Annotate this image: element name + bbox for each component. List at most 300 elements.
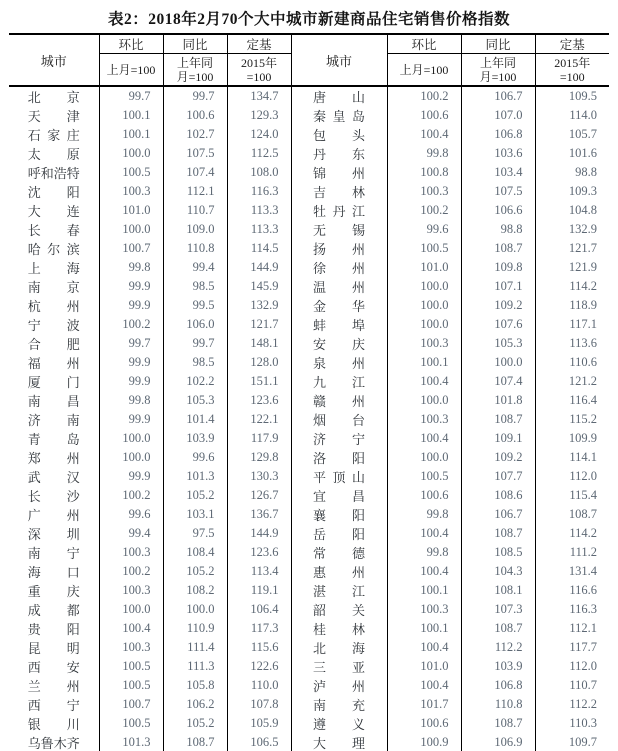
city-name-cell	[9, 144, 99, 163]
city-name-cell	[291, 714, 387, 733]
yoy-index-value: 103.6	[461, 144, 535, 163]
city-name: 岳阳	[313, 527, 365, 542]
fixed-base-index-value: 118.9	[569, 298, 597, 312]
city-name: 呼和浩特	[27, 166, 80, 181]
yoy-index-value: 104.3	[461, 562, 535, 581]
fixed-base-index-value: 112.0	[569, 659, 597, 673]
city-name: 秦皇岛	[313, 109, 365, 124]
city-name: 杭州	[27, 299, 80, 314]
city-name: 韶关	[313, 603, 365, 618]
city-name: 九江	[313, 375, 365, 390]
city-name-cell	[9, 182, 99, 201]
yoy-index-value: 108.7	[163, 733, 227, 751]
yoy-index-value: 103.9	[163, 429, 227, 448]
mom-index-value: 100.1	[387, 581, 461, 600]
city-name: 扬州	[313, 242, 365, 257]
city-name: 丹东	[313, 147, 365, 162]
column-header-base-right: 定基	[535, 34, 609, 54]
city-name: 西安	[27, 660, 80, 675]
table-row	[9, 296, 609, 315]
table-row	[9, 619, 609, 638]
city-name: 湛江	[313, 584, 365, 599]
mom-index-value: 100.4	[387, 429, 461, 448]
fixed-base-index-value: 113.3	[227, 201, 291, 220]
city-name-cell	[9, 733, 99, 751]
city-name: 上海	[27, 261, 80, 276]
city-name: 无锡	[313, 223, 365, 238]
city-name-cell	[291, 296, 387, 315]
mom-index-value: 99.9	[99, 410, 163, 429]
city-name: 成都	[27, 603, 80, 618]
city-name-cell	[9, 581, 99, 600]
city-name: 吉林	[313, 185, 365, 200]
table-row	[9, 505, 609, 524]
fixed-base-index-value: 136.7	[227, 505, 291, 524]
city-name-cell	[9, 524, 99, 543]
mom-index-value: 100.3	[99, 543, 163, 562]
city-name-cell	[9, 125, 99, 144]
fixed-base-index-value: 104.8	[568, 203, 597, 217]
fixed-base-index-value: 109.7	[568, 735, 597, 749]
city-name-cell	[9, 334, 99, 353]
fixed-base-index-value: 126.7	[227, 486, 291, 505]
city-name-cell	[291, 353, 387, 372]
mom-index-value: 100.0	[99, 429, 163, 448]
city-name: 乌鲁木齐	[27, 736, 80, 751]
fixed-base-index-value: 116.4	[569, 393, 597, 407]
table-row	[9, 201, 609, 220]
city-name: 南昌	[27, 394, 80, 409]
city-name: 合肥	[27, 337, 80, 352]
mom-index-value: 99.9	[99, 372, 163, 391]
mom-index-value: 100.2	[387, 201, 461, 220]
city-name: 长春	[27, 223, 80, 238]
yoy-index-value: 101.8	[461, 391, 535, 410]
table-row	[9, 676, 609, 695]
subheader-line: 2015年	[554, 55, 591, 70]
city-name: 沈阳	[27, 185, 80, 200]
city-name: 徐州	[313, 261, 365, 276]
city-name: 常德	[313, 546, 365, 561]
yoy-index-value: 108.7	[461, 714, 535, 733]
yoy-index-value: 98.5	[163, 353, 227, 372]
mom-index-value: 100.1	[99, 125, 163, 144]
fixed-base-index-value: 119.1	[227, 581, 291, 600]
mom-index-value: 101.0	[387, 258, 461, 277]
yoy-index-value: 111.3	[163, 657, 227, 676]
yoy-index-value: 100.0	[163, 600, 227, 619]
subheader-line: 上年同	[479, 55, 516, 70]
city-name: 三亚	[313, 660, 365, 675]
fixed-base-index-value: 113.6	[569, 336, 597, 350]
table-row	[9, 163, 609, 182]
table-row	[9, 467, 609, 486]
mom-index-value: 99.7	[99, 334, 163, 353]
column-header-city-left: 城市	[9, 34, 99, 86]
yoy-index-value: 109.2	[461, 296, 535, 315]
yoy-index-value: 98.5	[163, 277, 227, 296]
mom-index-value: 99.9	[99, 277, 163, 296]
city-name-cell	[291, 467, 387, 486]
mom-index-value: 100.3	[99, 638, 163, 657]
mom-index-value: 100.5	[387, 239, 461, 258]
city-name: 福州	[27, 356, 80, 371]
city-name: 哈尔滨	[27, 242, 80, 257]
mom-index-value: 100.0	[387, 448, 461, 467]
fixed-base-index-value: 123.6	[227, 391, 291, 410]
table-row	[9, 239, 609, 258]
mom-index-value: 100.0	[99, 600, 163, 619]
mom-index-value: 99.7	[99, 86, 163, 106]
fixed-base-index-value: 117.3	[227, 619, 291, 638]
yoy-index-value: 108.7	[461, 619, 535, 638]
city-name-cell	[291, 410, 387, 429]
yoy-index-value: 107.4	[163, 163, 227, 182]
yoy-index-value: 105.2	[163, 714, 227, 733]
fixed-base-index-value: 130.3	[227, 467, 291, 486]
fixed-base-index-value: 132.9	[568, 222, 597, 236]
fixed-base-index-value: 144.9	[227, 258, 291, 277]
fixed-base-index-value: 108.7	[568, 507, 597, 521]
mom-index-value: 100.5	[99, 163, 163, 182]
city-name: 宜昌	[313, 489, 365, 504]
city-name: 西宁	[27, 698, 80, 713]
city-name: 泸州	[313, 679, 365, 694]
fixed-base-index-value: 128.0	[227, 353, 291, 372]
table-row	[9, 524, 609, 543]
mom-index-value: 100.4	[387, 125, 461, 144]
fixed-base-index-value: 105.7	[568, 127, 597, 141]
city-name-cell	[291, 581, 387, 600]
table-row	[9, 334, 609, 353]
city-name-cell	[291, 429, 387, 448]
yoy-index-value: 112.2	[461, 638, 535, 657]
fixed-base-index-value: 117.1	[569, 317, 597, 331]
city-name: 泉州	[313, 356, 365, 371]
city-name-cell	[291, 201, 387, 220]
table-row	[9, 372, 609, 391]
city-name: 桂林	[313, 622, 365, 637]
yoy-index-value: 102.7	[163, 125, 227, 144]
fixed-base-index-value: 124.0	[227, 125, 291, 144]
table-row	[9, 695, 609, 714]
column-header-base-left: 定基	[227, 34, 291, 54]
table-row	[9, 429, 609, 448]
mom-index-value: 100.0	[387, 315, 461, 334]
yoy-index-value: 109.1	[461, 429, 535, 448]
city-name-cell	[9, 543, 99, 562]
subheader-line: =100	[246, 69, 272, 84]
city-name-cell	[9, 220, 99, 239]
yoy-index-value: 105.3	[163, 391, 227, 410]
city-name: 济南	[27, 413, 80, 428]
city-name-cell	[9, 467, 99, 486]
city-name: 平顶山	[313, 470, 365, 485]
yoy-index-value: 110.8	[461, 695, 535, 714]
mom-index-value: 100.7	[99, 695, 163, 714]
yoy-index-value: 107.3	[461, 600, 535, 619]
mom-index-value: 100.0	[387, 296, 461, 315]
fixed-base-index-value: 114.1	[569, 450, 597, 464]
city-name-cell	[291, 562, 387, 581]
mom-index-value: 99.8	[387, 505, 461, 524]
city-name: 赣州	[313, 394, 365, 409]
fixed-base-index-value: 117.9	[227, 429, 291, 448]
city-name: 厦门	[27, 375, 80, 390]
city-name: 长沙	[27, 489, 80, 504]
city-name-cell	[9, 619, 99, 638]
fixed-base-index-value: 123.6	[227, 543, 291, 562]
mom-index-value: 100.1	[387, 353, 461, 372]
fixed-base-index-value: 109.3	[568, 184, 597, 198]
mom-index-value: 100.2	[99, 562, 163, 581]
table-row	[9, 144, 609, 163]
price-index-table	[9, 33, 609, 751]
table-row	[9, 125, 609, 144]
subheader-line: 月=100	[176, 69, 214, 84]
yoy-index-value: 105.3	[461, 334, 535, 353]
table-row	[9, 581, 609, 600]
yoy-index-value: 109.2	[461, 448, 535, 467]
city-name-cell	[9, 676, 99, 695]
city-name: 南宁	[27, 546, 80, 561]
fixed-base-index-value: 112.5	[227, 144, 291, 163]
city-name-cell	[9, 258, 99, 277]
fixed-base-index-value: 106.5	[227, 733, 291, 751]
fixed-base-index-value: 116.3	[227, 182, 291, 201]
yoy-index-value: 99.7	[163, 86, 227, 106]
city-name: 唐山	[313, 90, 365, 105]
city-name-cell	[291, 391, 387, 410]
fixed-base-index-value: 114.2	[569, 526, 597, 540]
city-name-cell	[291, 220, 387, 239]
fixed-base-index-value: 144.9	[227, 524, 291, 543]
fixed-base-index-value: 116.3	[569, 602, 597, 616]
fixed-base-index-value: 113.3	[227, 220, 291, 239]
city-name: 大连	[27, 204, 80, 219]
fixed-base-index-value: 112.1	[569, 621, 597, 635]
city-name-cell	[291, 657, 387, 676]
fixed-base-index-value: 145.9	[227, 277, 291, 296]
mom-index-value: 100.3	[99, 182, 163, 201]
table-title: 表2：2018年2月70个大中城市新建商品住宅销售价格指数	[107, 11, 510, 28]
fixed-base-index-value: 116.6	[569, 583, 597, 597]
mom-index-value: 99.9	[99, 467, 163, 486]
yoy-index-value: 109.0	[163, 220, 227, 239]
yoy-index-value: 99.5	[163, 296, 227, 315]
subheader-line: =100	[559, 69, 585, 84]
subheader-mom-left: 上月=100	[99, 54, 163, 87]
city-name: 深圳	[27, 527, 80, 542]
city-name: 惠州	[313, 565, 365, 580]
fixed-base-index-value: 122.1	[227, 410, 291, 429]
mom-index-value: 100.0	[99, 220, 163, 239]
yoy-index-value: 110.9	[163, 619, 227, 638]
mom-index-value: 100.2	[99, 315, 163, 334]
city-name-cell	[291, 372, 387, 391]
city-name: 蚌埠	[313, 318, 365, 333]
city-name-cell	[291, 163, 387, 182]
mom-index-value: 100.0	[99, 448, 163, 467]
yoy-index-value: 105.2	[163, 486, 227, 505]
table-row	[9, 733, 609, 751]
city-name-cell	[291, 524, 387, 543]
yoy-index-value: 106.2	[163, 695, 227, 714]
city-name-cell	[291, 315, 387, 334]
city-name: 南充	[313, 698, 365, 713]
mom-index-value: 100.5	[99, 657, 163, 676]
table-row	[9, 448, 609, 467]
city-name: 广州	[27, 508, 80, 523]
city-name: 石家庄	[27, 128, 80, 143]
city-name-cell	[291, 125, 387, 144]
city-name: 遵义	[313, 717, 365, 732]
column-header-yoy-right: 同比	[461, 34, 535, 54]
fixed-base-index-value: 131.4	[568, 564, 597, 578]
subheader-line: 月=100	[479, 69, 517, 84]
mom-index-value: 99.6	[387, 220, 461, 239]
table-header	[9, 34, 609, 86]
subheader-line: 上年同	[176, 55, 213, 70]
fixed-base-index-value: 115.2	[569, 412, 597, 426]
mom-index-value: 100.4	[387, 676, 461, 695]
city-name-cell	[9, 410, 99, 429]
header-row-1	[9, 34, 609, 54]
city-name-cell	[291, 505, 387, 524]
city-name-cell	[9, 448, 99, 467]
yoy-index-value: 108.2	[163, 581, 227, 600]
mom-index-value: 101.0	[99, 201, 163, 220]
city-name: 北京	[27, 90, 80, 105]
fixed-base-index-value: 106.4	[227, 600, 291, 619]
fixed-base-index-value: 114.2	[569, 279, 597, 293]
mom-index-value: 100.4	[387, 372, 461, 391]
yoy-index-value: 98.8	[461, 220, 535, 239]
yoy-index-value: 107.1	[461, 277, 535, 296]
yoy-index-value: 105.2	[163, 562, 227, 581]
city-name: 昆明	[27, 641, 80, 656]
city-name: 武汉	[27, 470, 80, 485]
fixed-base-index-value: 110.3	[569, 716, 597, 730]
fixed-base-index-value: 129.8	[227, 448, 291, 467]
city-name-cell	[9, 714, 99, 733]
mom-index-value: 99.8	[387, 543, 461, 562]
column-header-yoy-left: 同比	[163, 34, 227, 54]
table-row	[9, 86, 609, 106]
fixed-base-index-value: 110.7	[569, 678, 597, 692]
city-name-cell	[9, 429, 99, 448]
subheader-base-right	[535, 54, 609, 87]
city-name-cell	[9, 657, 99, 676]
fixed-base-index-value: 112.2	[569, 697, 597, 711]
city-name-cell	[291, 733, 387, 751]
city-name: 烟台	[313, 413, 365, 428]
yoy-index-value: 111.4	[163, 638, 227, 657]
city-name: 海口	[27, 565, 80, 580]
city-name-cell	[9, 315, 99, 334]
yoy-index-value: 103.1	[163, 505, 227, 524]
table-row	[9, 410, 609, 429]
city-name-cell	[291, 106, 387, 125]
fixed-base-index-value: 98.8	[575, 165, 597, 179]
yoy-index-value: 106.0	[163, 315, 227, 334]
fixed-base-index-value: 101.6	[568, 146, 597, 160]
mom-index-value: 100.2	[99, 486, 163, 505]
table-row	[9, 714, 609, 733]
city-name: 襄阳	[313, 508, 365, 523]
city-name-cell	[9, 372, 99, 391]
city-name: 青岛	[27, 432, 80, 447]
city-name: 银川	[27, 717, 80, 732]
city-name: 兰州	[27, 679, 80, 694]
subheader-line: 2015年	[240, 55, 277, 70]
city-name-cell	[9, 163, 99, 182]
yoy-index-value: 108.7	[461, 410, 535, 429]
yoy-index-value: 108.5	[461, 543, 535, 562]
city-name: 宁波	[27, 318, 80, 333]
yoy-index-value: 107.5	[461, 182, 535, 201]
table-body	[9, 86, 609, 751]
city-name: 锦州	[313, 166, 365, 181]
fixed-base-index-value: 105.9	[227, 714, 291, 733]
city-name-cell	[9, 391, 99, 410]
mom-index-value: 100.6	[387, 106, 461, 125]
fixed-base-index-value: 121.2	[568, 374, 597, 388]
city-name: 天津	[27, 109, 80, 124]
mom-index-value: 100.3	[99, 581, 163, 600]
subheader-yoy-left	[163, 54, 227, 87]
city-name: 北海	[313, 641, 365, 656]
city-name-cell	[9, 106, 99, 125]
city-name-cell	[291, 277, 387, 296]
table-row	[9, 182, 609, 201]
yoy-index-value: 103.4	[461, 163, 535, 182]
yoy-index-value: 107.6	[461, 315, 535, 334]
mom-index-value: 100.3	[387, 600, 461, 619]
column-header-city-right: 城市	[291, 34, 387, 86]
table-row	[9, 315, 609, 334]
mom-index-value: 100.2	[387, 86, 461, 106]
city-name-cell	[291, 239, 387, 258]
yoy-index-value: 108.7	[461, 239, 535, 258]
fixed-base-index-value: 110.0	[227, 676, 291, 695]
table-row	[9, 353, 609, 372]
column-header-mom-right: 环比	[387, 34, 461, 54]
yoy-index-value: 101.3	[163, 467, 227, 486]
fixed-base-index-value: 121.9	[568, 260, 597, 274]
yoy-index-value: 100.0	[461, 353, 535, 372]
mom-index-value: 101.7	[387, 695, 461, 714]
mom-index-value: 99.8	[99, 391, 163, 410]
city-name-cell	[9, 353, 99, 372]
mom-index-value: 100.5	[387, 467, 461, 486]
yoy-index-value: 110.7	[163, 201, 227, 220]
mom-index-value: 100.0	[387, 277, 461, 296]
mom-index-value: 101.3	[99, 733, 163, 751]
city-name: 洛阳	[313, 451, 365, 466]
fixed-base-index-value: 111.2	[569, 545, 597, 559]
table-row	[9, 106, 609, 125]
mom-index-value: 100.3	[387, 182, 461, 201]
fixed-base-index-value: 112.0	[569, 469, 597, 483]
fixed-base-index-value: 115.6	[227, 638, 291, 657]
mom-index-value: 100.4	[387, 638, 461, 657]
yoy-index-value: 102.2	[163, 372, 227, 391]
city-name-cell	[291, 448, 387, 467]
fixed-base-index-value: 121.7	[227, 315, 291, 334]
city-name-cell	[291, 695, 387, 714]
subheader-base-left	[227, 54, 291, 87]
